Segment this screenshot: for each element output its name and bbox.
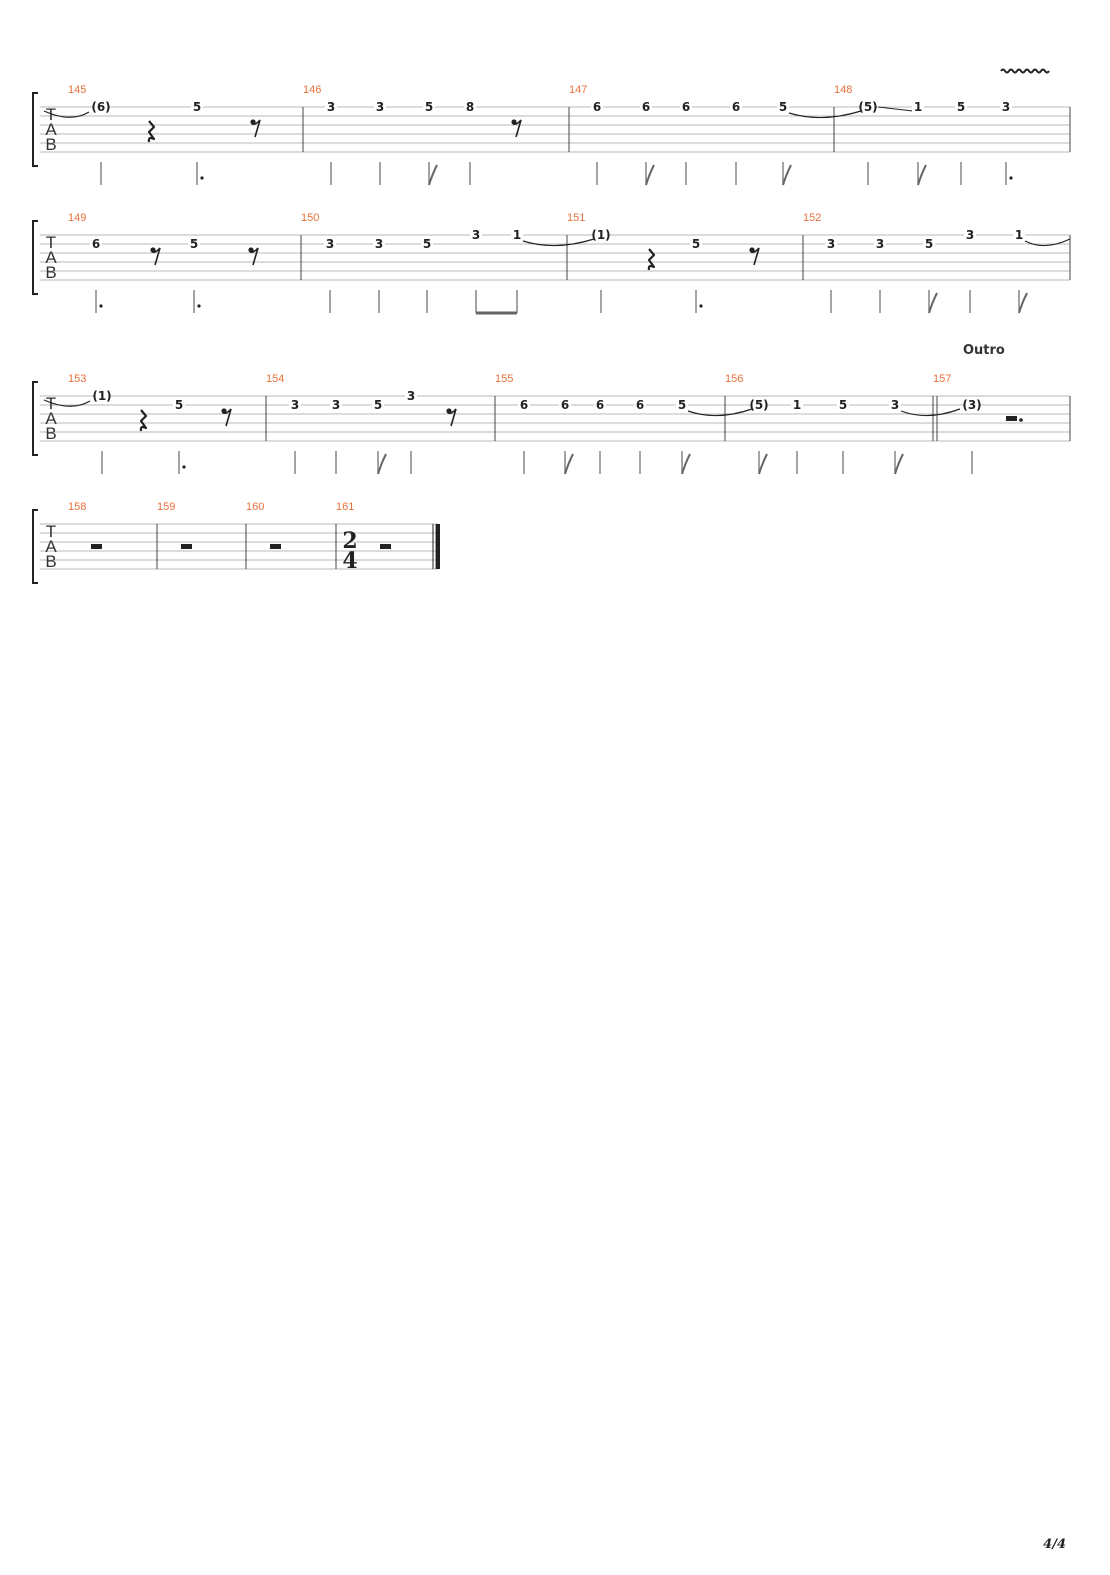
tie-arc: [1025, 239, 1070, 246]
system-bracket: [33, 510, 38, 583]
measure-number: 145: [68, 84, 87, 96]
measure-number: 146: [303, 84, 322, 96]
tab-clef-letter: A: [45, 120, 57, 139]
measure-number: 155: [495, 373, 514, 385]
measure-number: 152: [803, 212, 822, 224]
fret-number: 5: [691, 237, 701, 251]
eighth-flag: [895, 454, 903, 474]
fret-number: 3: [1001, 100, 1011, 114]
fret-number: 5: [424, 100, 434, 114]
measure-number: 154: [266, 373, 285, 385]
fret-number: 5: [189, 237, 199, 251]
eighth-flag: [918, 165, 926, 185]
measure-number: 151: [567, 212, 586, 224]
tab-clef-letter: B: [45, 552, 57, 571]
fret-number: 5: [373, 398, 383, 412]
fret-number: 5: [924, 237, 934, 251]
fret-number: 1: [792, 398, 802, 412]
fret-number: 6: [91, 237, 101, 251]
fret-number: 6: [592, 100, 602, 114]
fret-number: 1: [512, 228, 522, 242]
eighth-flag: [759, 454, 767, 474]
tab-clef-letter: B: [45, 135, 57, 154]
tie-arc: [789, 111, 861, 118]
duration-dot: [182, 465, 185, 468]
half-rest: [1006, 416, 1017, 421]
measure-number: 161: [336, 501, 355, 513]
duration-dot: [99, 304, 102, 307]
measure-number: 153: [68, 373, 87, 385]
final-barline-thick: [436, 524, 440, 569]
half-rest: [270, 544, 281, 549]
fret-number: 6: [560, 398, 570, 412]
measure-number: 159: [157, 501, 176, 513]
fret-number: 6: [641, 100, 651, 114]
fret-number: 3: [326, 100, 336, 114]
fret-number: 8: [465, 100, 475, 114]
duration-dot: [200, 176, 203, 179]
measure-number: 160: [246, 501, 265, 513]
measure-number: 157: [933, 373, 952, 385]
duration-dot: [699, 304, 702, 307]
tie-arc: [901, 409, 960, 416]
fret-number: 3: [471, 228, 481, 242]
eighth-flag: [1019, 293, 1027, 313]
rest-dot: [1019, 418, 1023, 422]
eighth-flag: [646, 165, 654, 185]
fret-number: 3: [375, 100, 385, 114]
measure-number: 149: [68, 212, 87, 224]
quarter-rest: [149, 121, 154, 142]
section-label-outro: Outro: [963, 343, 1005, 358]
fret-number: 3: [965, 228, 975, 242]
fret-number: 3: [290, 398, 300, 412]
eighth-flag: [783, 165, 791, 185]
fret-number: (5): [858, 100, 878, 114]
system-bracket: [33, 93, 38, 166]
fret-number: (6): [91, 100, 111, 114]
eighth-flag: [378, 454, 386, 474]
tab-clef-letter: B: [45, 263, 57, 282]
fret-number: 6: [595, 398, 605, 412]
fret-number: 5: [677, 398, 687, 412]
fret-number: 6: [681, 100, 691, 114]
measure-number: 158: [68, 501, 87, 513]
tie-arc: [688, 409, 752, 416]
page-number: 4/4: [1043, 1537, 1066, 1552]
tab-clef-letter: T: [45, 522, 57, 541]
fret-number: 6: [731, 100, 741, 114]
duration-dot: [1009, 176, 1012, 179]
fret-number: 3: [826, 237, 836, 251]
system-bracket: [33, 221, 38, 294]
half-rest: [181, 544, 192, 549]
fret-number: 3: [890, 398, 900, 412]
fret-number: 6: [519, 398, 529, 412]
tab-clef-letter: A: [45, 409, 57, 428]
quarter-rest: [649, 249, 654, 270]
eighth-flag: [929, 293, 937, 313]
tab-clef-letter: A: [45, 537, 57, 556]
fret-number: 6: [635, 398, 645, 412]
fret-number: 5: [778, 100, 788, 114]
fret-number: 1: [913, 100, 923, 114]
fret-number: 3: [325, 237, 335, 251]
fret-number: 1: [1014, 228, 1024, 242]
slide-line: [878, 107, 913, 111]
duration-dot: [197, 304, 200, 307]
tab-clef-letter: B: [45, 424, 57, 443]
tie-arc: [523, 239, 594, 246]
measure-number: 150: [301, 212, 320, 224]
fret-number: 3: [875, 237, 885, 251]
fret-number: 3: [331, 398, 341, 412]
tab-clef-letter: T: [45, 105, 57, 124]
tab-clef-letter: T: [45, 394, 57, 413]
fret-number: 5: [956, 100, 966, 114]
vibrato-mark: [1001, 70, 1049, 73]
quarter-rest: [141, 410, 146, 431]
fret-number: 5: [174, 398, 184, 412]
measure-number: 147: [569, 84, 588, 96]
measure-number: 156: [725, 373, 744, 385]
fret-number: (1): [591, 228, 611, 242]
fret-number: 5: [192, 100, 202, 114]
measure-number: 148: [834, 84, 853, 96]
tab-clef-letter: A: [45, 248, 57, 267]
fret-number: 3: [374, 237, 384, 251]
fret-number: 5: [422, 237, 432, 251]
half-rest: [91, 544, 102, 549]
half-rest: [380, 544, 391, 549]
system-bracket: [33, 382, 38, 455]
fret-number: (5): [749, 398, 769, 412]
eighth-flag: [682, 454, 690, 474]
fret-number: (1): [92, 389, 112, 403]
tab-clef-letter: T: [45, 233, 57, 252]
time-signature-bottom: 4: [342, 548, 358, 574]
eighth-flag: [565, 454, 573, 474]
eighth-flag: [429, 165, 437, 185]
fret-number: 3: [406, 389, 416, 403]
fret-number: 5: [838, 398, 848, 412]
fret-number: (3): [962, 398, 982, 412]
time-signature-top: 2: [342, 528, 358, 554]
